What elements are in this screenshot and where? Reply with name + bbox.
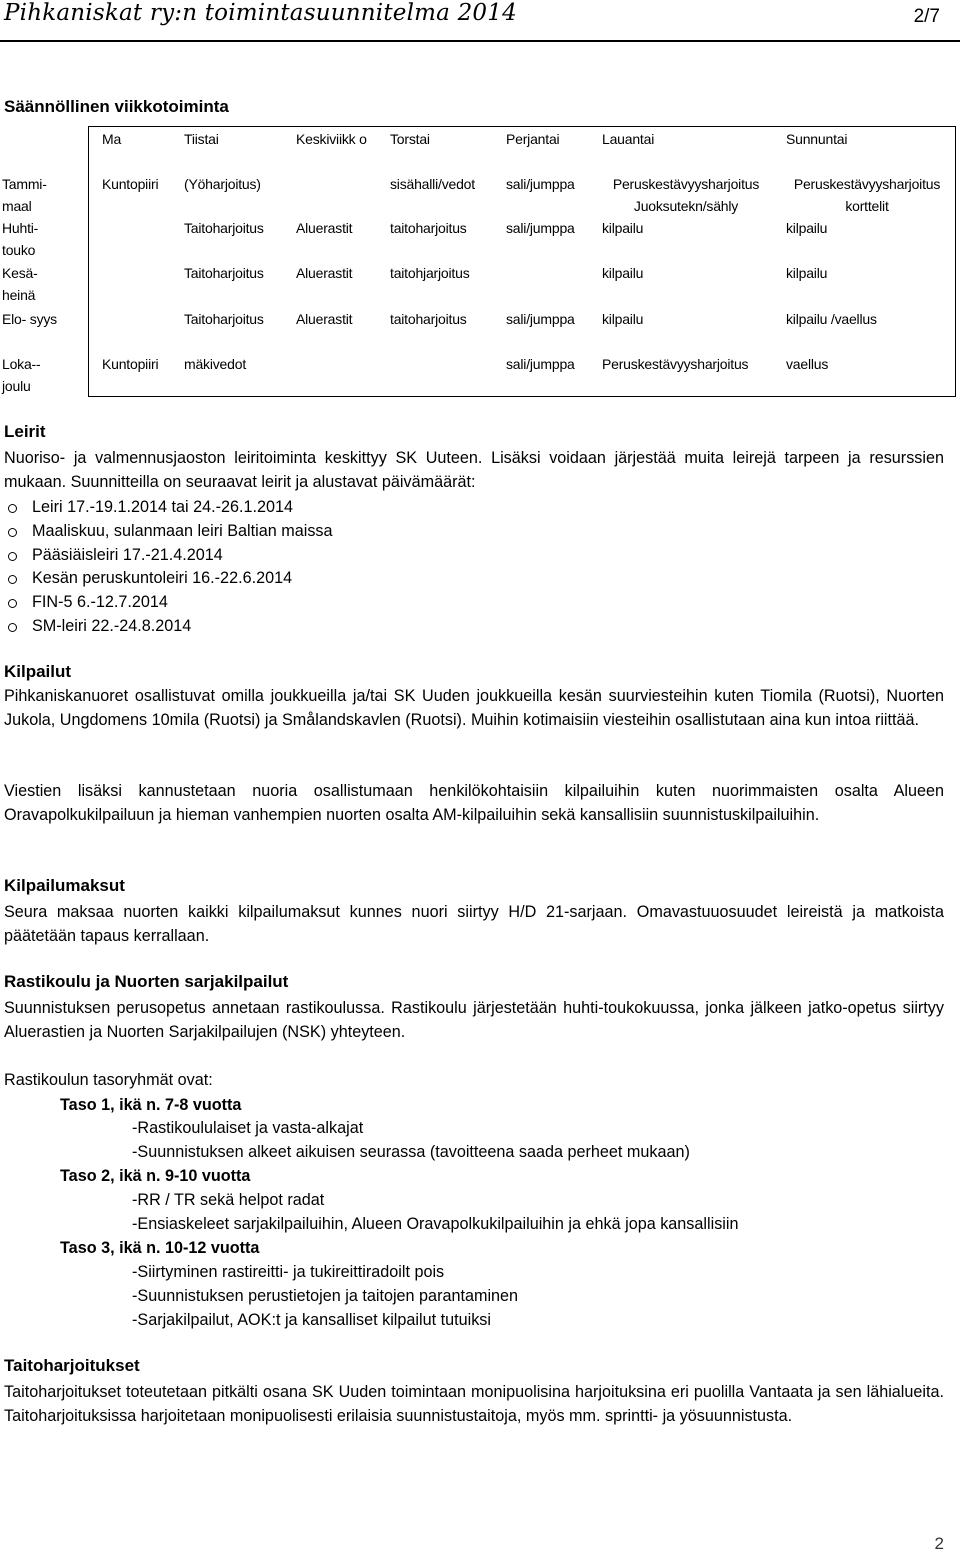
table-cell: Peruskestävyysharjoitus xyxy=(602,356,749,372)
section-heading-kilpailut: Kilpailut xyxy=(4,662,72,681)
level-title: Taso 1, ikä n. 7-8 vuotta xyxy=(60,1096,242,1114)
day-header-keskiviikko: Keskiviikk o xyxy=(296,131,367,147)
level-item: -Suunnistuksen alkeet aikuisen seurassa (tavoitteena saada perheet mukaan) xyxy=(132,1143,690,1161)
level-item: -Suunnistuksen perustietojen ja taitojen parantaminen xyxy=(132,1287,519,1305)
table-cell: kilpailu /vaellus xyxy=(786,311,877,327)
level-item: -Rastikoululaiset ja vasta-alkajat xyxy=(132,1119,364,1137)
rastikoulu-paragraph: Suunnistuksen perusopetus annetaan rastikoulussa. Rastikoulu järjestetään huhti-toukokuussa, jonka jälkeen jatko-opetus siirtyy Aluerastien ja Nuorten Sarjakilpailujen (NSK) yhteyteen. xyxy=(4,999,944,1041)
section-heading-weekly: Säännöllinen viikkotoiminta xyxy=(4,97,229,116)
table-cell: sisähalli/vedot xyxy=(390,176,475,192)
table-border-top xyxy=(88,126,956,127)
table-cell: taitoharjoitus xyxy=(390,311,467,327)
bullet-icon xyxy=(8,599,17,608)
month-label: Elo- syys xyxy=(2,311,57,327)
table-cell: Aluerastit xyxy=(296,265,353,281)
table-cell: Aluerastit xyxy=(296,311,353,327)
table-cell: taitohjarjoitus xyxy=(390,265,470,281)
table-cell: taitoharjoitus xyxy=(390,220,467,236)
table-cell: Kuntopiiri xyxy=(102,356,159,372)
table-cell: vaellus xyxy=(786,356,829,372)
table-cell: kilpailu xyxy=(602,265,644,281)
list-item: Maaliskuu, sulanmaan leiri Baltian maissa xyxy=(8,520,333,544)
table-cell: kilpailu xyxy=(602,311,644,327)
table-cell: mäkivedot xyxy=(184,356,247,372)
bullet-icon xyxy=(8,504,17,513)
table-cell: kilpailu xyxy=(786,265,828,281)
section-heading-kilpailumaksut: Kilpailumaksut xyxy=(4,876,125,895)
table-cell: sali/jumppa xyxy=(506,220,575,236)
table-cell: sali/jumppa xyxy=(506,356,575,372)
table-cell: Kuntopiiri xyxy=(102,176,159,192)
table-cell: Peruskestävyysharjoitus Juoksutekn/sähly xyxy=(612,176,760,214)
day-header-sunnuntai: Sunnuntai xyxy=(786,131,848,147)
list-item: Kesän peruskuntoleiri 16.-22.6.2014 xyxy=(8,567,333,591)
list-item: SM-leiri 22.-24.8.2014 xyxy=(8,615,333,639)
level-item: -RR / TR sekä helpot radat xyxy=(132,1191,325,1209)
table-cell: Peruskestävyysharjoitus korttelit xyxy=(793,176,941,214)
table-cell: kilpailu xyxy=(602,220,644,236)
list-item: FIN-5 6.-12.7.2014 xyxy=(8,591,333,615)
kilpailut-paragraph-2: Viestien lisäksi kannustetaan nuoria osallistumaan henkilökohtaisiin kilpailuihin kuten nuorimmaisten osalta Alueen Oravapolkukilpailuun ja hieman vanhempien nuorten osalta AM-kilpailuihin sekä kansallisiin suunnistuskilpailuihin. xyxy=(4,782,944,824)
level-item: -Siirtyminen rastireitti- ja tukireittiradoilt pois xyxy=(132,1263,445,1281)
bullet-icon xyxy=(8,552,17,561)
month-label: Loka-- joulu xyxy=(2,356,41,394)
bullet-icon xyxy=(8,623,17,632)
kilpailumaksut-paragraph: Seura maksaa nuorten kaikki kilpailumaksut kunnes nuori siirtyy H/D 21-sarjaan. Omavastuuosuudet leireistä ja matkoista päätetään tapaus kerrallaan. xyxy=(4,903,944,945)
table-cell: kilpailu xyxy=(786,220,828,236)
footer-page-number: 2 xyxy=(934,1534,944,1553)
section-heading-leirit: Leirit xyxy=(4,422,46,441)
day-header-ma: Ma xyxy=(102,131,122,147)
section-heading-rastikoulu: Rastikoulu ja Nuorten sarjakilpailut xyxy=(4,972,289,991)
leirit-paragraph: Nuoriso- ja valmennusjaoston leiritoiminta keskittyy SK Uuteen. Lisäksi voidaan järjestää muita leirejä tarpeen ja resurssien mukaan. Suunnitteilla on seuraavat leirit ja alustavat päivämäärät: xyxy=(4,449,944,491)
kilpailut-paragraph-1: Pihkaniskanuoret osallistuvat omilla joukkueilla ja/tai SK Uuden joukkueilla kesän suurviesteihin kuten Tiomila (Ruotsi), Nuorten Jukola, Ungdomens 10mila (Ruotsi) ja Smålandskavlen (Ruotsi). Muihin kotimaisiin viesteihin osallistutaan aina kun intoa riittää. xyxy=(4,687,944,729)
page-indicator: 2/7 xyxy=(913,6,940,27)
table-border-right xyxy=(955,126,956,397)
level-title: Taso 3, ikä n. 10-12 vuotta xyxy=(60,1239,260,1257)
table-cell: Taitoharjoitus xyxy=(184,265,264,281)
document-title: Pihkaniskat ry:n toimintasuunnitelma 2014 xyxy=(4,0,517,26)
day-header-tiistai: Tiistai xyxy=(184,131,219,147)
month-label: Kesä- heinä xyxy=(2,265,38,303)
list-item: Pääsiäisleiri 17.-21.4.2014 xyxy=(8,544,333,568)
day-header-torstai: Torstai xyxy=(390,131,430,147)
table-cell: sali/jumppa xyxy=(506,311,575,327)
taitoharjoitukset-paragraph: Taitoharjoitukset toteutetaan pitkälti osana SK Uuden toimintaan monipuolisina harjoituksina eri puolilla Vantaata ja sen lähialueita. Taitoharjoituksissa harjoitetaan monipuolisesti erilaisia suunnistustaitoja, myös mm. sprintti- ja yösuunnistusta. xyxy=(4,1383,944,1425)
month-label: Huhti- touko xyxy=(2,220,39,258)
table-cell: Aluerastit xyxy=(296,220,353,236)
weekly-schedule-table xyxy=(4,126,956,397)
table-border-bottom xyxy=(88,396,956,397)
level-item: -Ensiaskeleet sarjakilpailuihin, Alueen Oravapolkukilpailuihin ja ehkä jopa kansallisiin xyxy=(132,1215,739,1233)
month-label: Tammi- maal xyxy=(2,176,47,214)
bullet-icon xyxy=(8,528,17,537)
tasoryhmat-intro: Rastikoulun tasoryhmät ovat: xyxy=(4,1071,213,1089)
day-header-perjantai: Perjantai xyxy=(506,131,560,147)
page-header xyxy=(0,0,960,44)
list-item: Leiri 17.-19.1.2014 tai 24.-26.1.2014 xyxy=(8,496,333,520)
table-cell: Taitoharjoitus xyxy=(184,220,264,236)
level-item: -Sarjakilpailut, AOK:t ja kansalliset kilpailut tutuiksi xyxy=(132,1311,491,1329)
header-divider xyxy=(0,40,960,42)
table-cell: (Yöharjoitus) xyxy=(184,176,261,192)
table-cell: sali/jumppa xyxy=(506,176,575,192)
section-heading-taitoharjoitukset: Taitoharjoitukset xyxy=(4,1356,140,1375)
bullet-icon xyxy=(8,575,17,584)
level-title: Taso 2, ikä n. 9-10 vuotta xyxy=(60,1167,251,1185)
day-header-lauantai: Lauantai xyxy=(602,131,655,147)
leirit-list xyxy=(8,496,333,639)
table-border-left xyxy=(88,126,89,397)
table-cell: Taitoharjoitus xyxy=(184,311,264,327)
